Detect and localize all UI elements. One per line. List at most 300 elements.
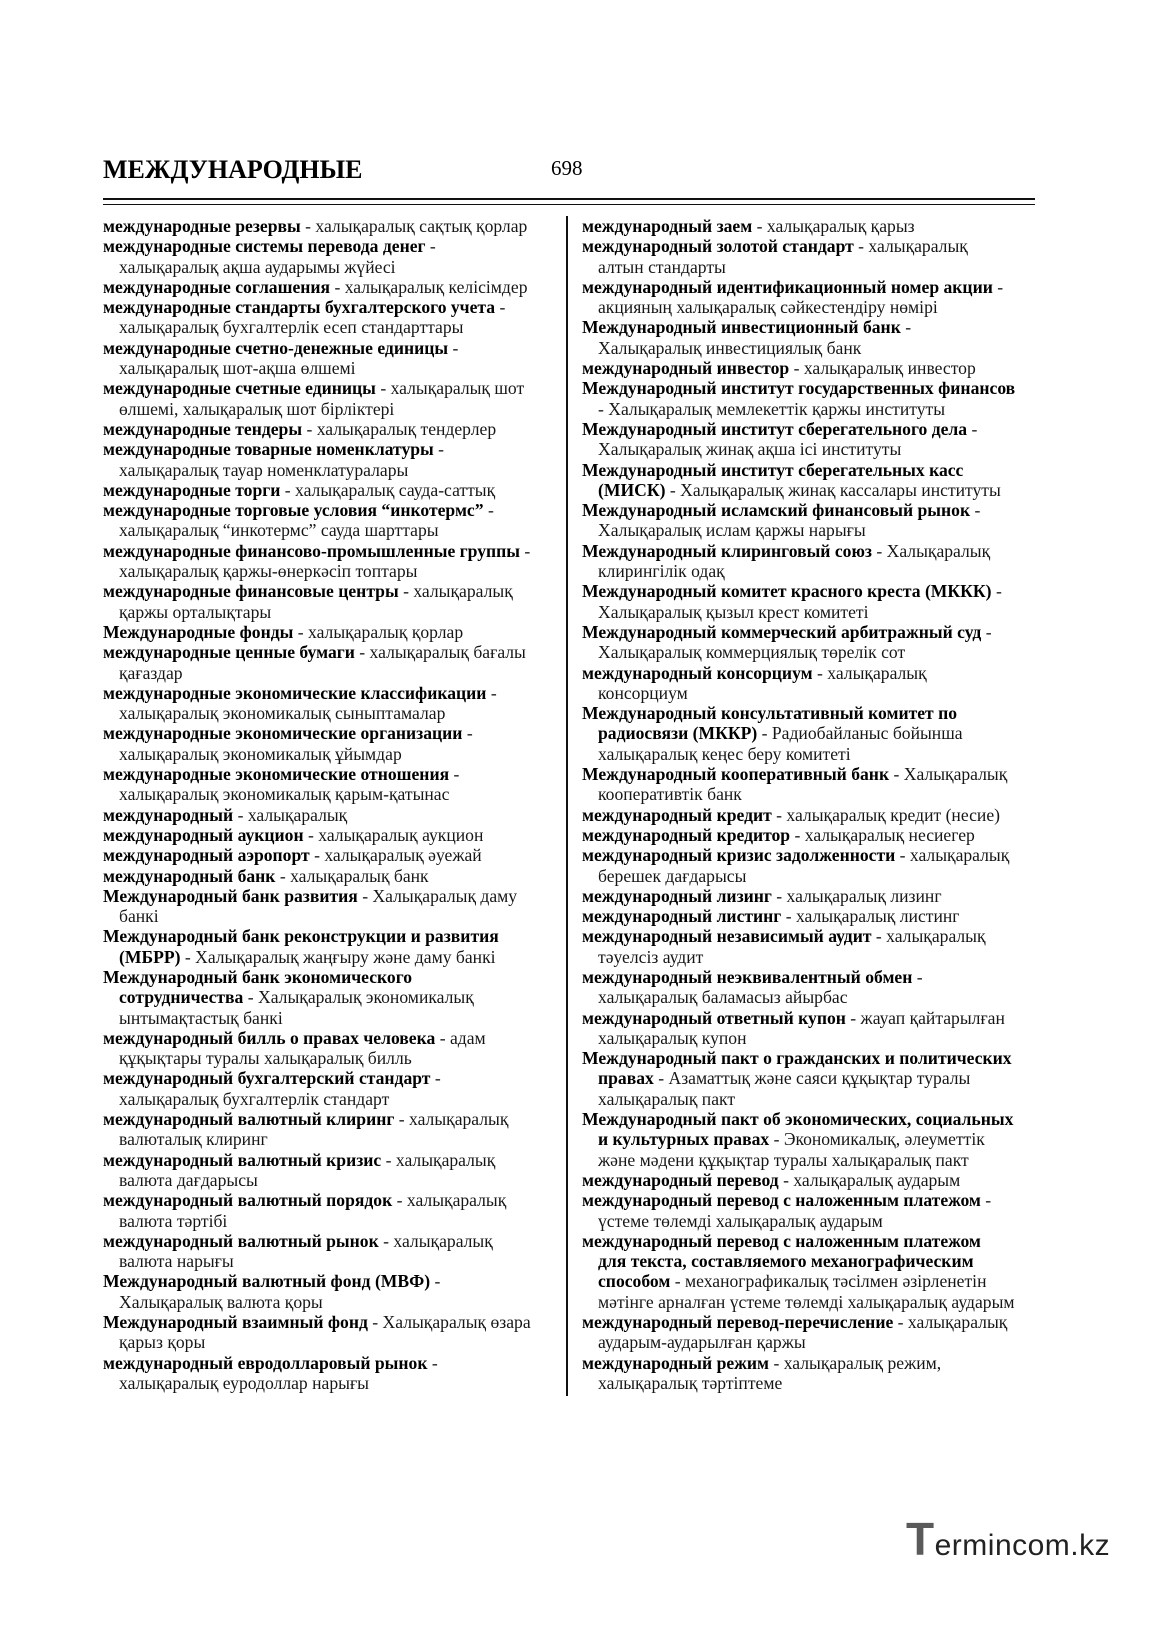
entry-translation: халықаралық баламасыз айырбас [598,987,848,1008]
entry-line [582,784,1142,804]
entry-line [103,1332,561,1352]
entry-term: международный аукцион [103,824,304,845]
entry-line [103,1170,561,1190]
dictionary-entry [103,419,561,439]
dictionary-entry [582,1109,1142,1170]
page-number: 698 [551,156,583,180]
entry-line [582,602,1142,622]
entry-translation: берешек дағдарысы [598,865,747,886]
entry-translation: халықаралық кеңес беру комитеті [598,743,851,764]
entry-translation: - Халықаралық өзара [367,1312,531,1333]
entry-translation: қағаздар [119,662,183,683]
entry-translation: - Халықаралық [871,540,991,561]
entry-translation: - халықаралық кредит (несие) [771,804,1000,825]
entry-term: Международный институт сберегательных касс [582,459,964,480]
dictionary-entry [582,805,1142,825]
entry-translation: консорциум [598,682,688,703]
entry-translation: - Халықаралық экономикалық [243,987,474,1008]
entry-line [582,439,1142,459]
entry-line [103,744,561,764]
entry-translation: - халықаралық әуежай [309,845,482,866]
entry-line [582,399,1142,419]
entry-translation: - [981,621,992,642]
entry-translation: - [912,966,923,987]
entry-term: международный валютный порядок [103,1190,393,1211]
dictionary-entry [582,1008,1142,1049]
entry-term: международный евродолларовый рынок [103,1352,428,1373]
entry-translation: халықаралық пакт [598,1088,736,1109]
entry-line [582,480,1142,500]
entry-translation: алтын стандарты [598,256,726,277]
entry-line [103,500,561,520]
entry-translation: - [967,418,978,439]
entry-line [582,1251,1142,1271]
entry-line [103,886,561,906]
dictionary-entry [103,683,561,724]
entry-term: международный валютный клиринг [103,1109,395,1130]
entry-term: международный бухгалтерский стандарт [103,1068,431,1089]
entry-line [582,825,1142,845]
entry-translation: - Экономикалық, әлеуметтік [769,1129,985,1150]
dictionary-entry [103,1231,561,1272]
entry-translation: - халықаралық лизинг [771,885,942,906]
dictionary-entry [582,317,1142,358]
dictionary-entry [103,967,561,1028]
entry-term: международный инвестор [582,358,790,379]
entry-line [582,541,1142,561]
entry-term: международный неэквивалентный обмен [582,966,913,987]
left-column [103,216,561,1393]
entry-translation: құқықтары туралы халықаралық билль [119,1048,412,1069]
entry-line [582,805,1142,825]
dictionary-entry [582,1170,1142,1190]
entry-translation: - [427,1352,438,1373]
entry-term: Международный банк реконструкции и развития [103,926,499,947]
entry-term: международные соглашения [103,276,331,297]
dictionary-entry [103,886,561,927]
entry-term: международный валютный кризис [103,1149,382,1170]
entry-translation: - [449,764,460,785]
entry-line [582,1048,1142,1068]
entry-term: международный ответный купон [582,1007,846,1028]
entry-line [103,947,561,967]
dictionary-entry [582,419,1142,460]
dictionary-entry [582,1312,1142,1353]
entry-translation: - халықаралық [812,662,927,683]
entry-term: международный аэропорт [103,845,310,866]
entry-line [103,460,561,480]
entry-term: международные экономические отношения [103,764,450,785]
entry-term: международный консорциум [582,662,813,683]
entry-translation: - халықаралық [378,1230,493,1251]
dictionary-entry [103,723,561,764]
entry-translation: - [425,236,436,257]
dictionary-entry [582,358,1142,378]
entry-translation: халықаралық экономикалық сыныптамалар [119,703,446,724]
dictionary-entry [582,1048,1142,1109]
entry-line [103,358,561,378]
entry-translation: халықаралық ақша аударымы жүйесі [119,256,396,277]
entry-line [582,1089,1142,1109]
entry-line [582,1028,1142,1048]
entry-term: международный золотой стандарт [582,236,854,257]
entry-line [103,987,561,1007]
entry-translation: - [433,439,445,460]
entry-translation: банкі [119,906,159,927]
entry-line [582,1109,1142,1129]
entry-line [103,784,561,804]
dictionary-entry [103,581,561,622]
entry-term: Международный банк экономического [103,966,413,987]
entry-line [582,1271,1142,1291]
dictionary-entry [582,663,1142,704]
dictionary-entry [582,1353,1142,1394]
entry-line [582,764,1142,784]
entry-translation: - жауап қайтарылған [845,1007,1005,1028]
entry-term: международный перевод с наложенным платежом [582,1190,981,1211]
entry-term: международные торговые условия “инкотермс” [103,500,484,521]
entry-line [582,663,1142,683]
entry-translation: - халықаралық бағалы [354,642,526,663]
entry-line [582,845,1142,865]
entry-translation: - [495,297,506,318]
entry-translation: аударым-аударылған қаржы [598,1332,806,1353]
entry-translation: ынтымақтастық банкі [119,1007,283,1028]
entry-translation: - халықаралық [233,804,348,825]
entry-term: международный банк [103,865,276,886]
entry-translation: Халықаралық жинақ ақша ісі институты [598,439,902,460]
entry-translation: клирингілік одақ [598,561,725,582]
entry-translation: - [448,337,459,358]
entry-term: международные ценные бумаги [103,642,355,663]
entry-term: международные системы перевода денег [103,236,426,257]
dictionary-entry [103,338,561,379]
entry-term: Международный взаимный фонд [103,1312,368,1333]
entry-term: Международный пакт об экономических, социальных [582,1109,1014,1130]
entry-translation: халықаралық тәртіптеме [598,1372,783,1393]
entry-term: международные торги [103,479,281,500]
entry-line [103,277,561,297]
entry-line [103,399,561,419]
entry-line [582,317,1142,337]
entry-line [103,581,561,601]
entry-line [582,1129,1142,1149]
dictionary-entry [582,277,1142,318]
entry-line [582,1292,1142,1312]
entry-line [103,642,561,662]
entry-translation: - халықаралық [871,926,986,947]
entry-translation: халықаралық тауар номенклатуралары [119,459,409,480]
entry-translation: тәуелсіз аудит [598,946,704,967]
dictionary-entry [103,378,561,419]
dictionary-entry [103,926,561,967]
entry-translation: және мәдени құқықтар туралы халықаралық пакт [598,1149,969,1170]
entry-translation: - халықаралық [853,236,968,257]
entry-line [582,683,1142,703]
entry-translation: - халықаралық аукцион [303,824,484,845]
dictionary-entry [103,764,561,805]
entry-translation: - механографикалық тәсілмен әзірленетін [670,1271,987,1292]
dictionary-entry [582,906,1142,926]
entry-term: Международный исламский финансовый рынок [582,500,971,521]
entry-line [103,1109,561,1129]
entry-line [103,703,561,723]
entry-line [103,1251,561,1271]
entry-translation: - [900,317,912,338]
entry-line [103,1089,561,1109]
entry-term: международные экономические классификации [103,682,487,703]
dictionary-entry [582,1190,1142,1231]
dictionary-entry [103,236,561,277]
entry-translation: - халықаралық [394,1109,509,1130]
dictionary-entry [103,541,561,582]
entry-translation: - халықаралық сауда-саттық [280,479,496,500]
dictionary-entry [103,480,561,500]
entry-term: международный независимый аудит [582,926,872,947]
entry-translation: халықаралық бухгалтерлік стандарт [119,1088,390,1109]
entry-translation: - [483,500,494,521]
entry-term: международный перевод [582,1169,779,1190]
entry-translation: - [991,581,1002,602]
dictionary-entry [103,642,561,683]
entry-term: Международный институт сберегательного дела [582,418,968,439]
entry-line [103,602,561,622]
dictionary-entry [103,622,561,642]
entry-translation: - халықаралық тендерлер [302,418,497,439]
entry-translation: халықаралық экономикалық қарым-қатынас [119,784,450,805]
entry-line [103,1008,561,1028]
entry-line [582,338,1142,358]
dictionary-entry [103,1150,561,1191]
dictionary-entry [582,622,1142,663]
entry-line [103,825,561,845]
entry-term: международный перевод с наложенным платежом [582,1230,981,1251]
entry-line [582,1373,1142,1393]
entry-line [103,805,561,825]
entry-term: международные экономические организации [103,723,463,744]
entry-term: международные резервы [103,216,301,236]
entry-translation: халықаралық еуродоллар нарығы [119,1372,370,1393]
entry-line [582,520,1142,540]
entry-term: радиосвязи (МККР) [598,723,758,744]
entry-line [103,317,561,337]
entry-line [582,419,1142,439]
entry-line [103,236,561,256]
entry-translation: - халықаралық [398,581,513,602]
entry-term: международные счетно-денежные единицы [103,337,449,358]
entry-line [582,703,1142,723]
entry-line [582,1312,1142,1332]
entry-line [103,1190,561,1210]
entry-line [582,378,1142,398]
entry-line [103,297,561,317]
entry-line [582,358,1142,378]
entry-translation: - [430,1271,441,1292]
entry-line [582,886,1142,906]
entry-translation: - халықаралық банк [275,865,429,886]
dictionary-entry [103,216,561,236]
entry-translation: - халықаралық несиегер [790,824,975,845]
entry-term: международный билль о правах человека [103,1027,436,1048]
entry-line [582,277,1142,297]
entry-term: для текста, составляемого механографическим [598,1251,974,1272]
entry-term: Международный валютный фонд (МВФ) [103,1271,431,1292]
entry-term: Международный комитет красного креста (МККК) [582,581,992,602]
entry-translation: - [970,500,981,521]
entry-translation: мәтінге арналған үстеме төлемді халықаралық аударым [598,1291,1015,1312]
dictionary-entry [582,378,1142,419]
entry-term: международный листинг [582,906,782,927]
entry-line [103,866,561,886]
entry-line [103,1048,561,1068]
entry-term: международный режим [582,1352,770,1373]
entry-line [582,1231,1142,1251]
entry-term: Международный банк развития [103,885,358,906]
dictionary-entry [582,845,1142,886]
entry-line [582,1068,1142,1088]
entry-translation: - адам [435,1027,486,1048]
entry-line [103,1068,561,1088]
entry-translation: валюта тәртібі [119,1210,228,1231]
dictionary-entry [582,764,1142,805]
entry-line [103,683,561,703]
entry-line [103,257,561,277]
dictionary-entry [103,1353,561,1394]
entry-translation: - халықаралық қарыз [752,216,915,236]
entry-term: Международный клиринговый союз [582,540,872,561]
entry-translation: халықаралық қаржы-өнеркәсіп топтары [119,561,418,582]
entry-translation: қаржы орталықтары [119,601,272,622]
entry-line [103,338,561,358]
dictionary-entry [103,1068,561,1109]
entry-term: международный лизинг [582,885,772,906]
entry-line [103,1211,561,1231]
entry-line [103,764,561,784]
entry-translation: халықаралық экономикалық ұйымдар [119,743,402,764]
entry-line [103,622,561,642]
entry-translation: - халықаралық қорлар [293,621,464,642]
entry-term: международный заем [582,216,753,236]
entry-line [103,419,561,439]
entry-term: международные счетные единицы [103,378,376,399]
entry-line [582,1008,1142,1028]
entry-term: правах [598,1068,654,1089]
header-double-rule [103,198,1035,205]
dictionary-entry [582,581,1142,622]
entry-line [582,1353,1142,1373]
entry-term: международные стандарты бухгалтерского учета [103,297,496,318]
dictionary-entry [582,825,1142,845]
entry-translation: халықаралық “инкотермс” сауда шарттары [119,520,439,541]
entry-translation: - Халықаралық мемлекеттік қаржы институты [598,398,946,419]
entry-term: международный [103,804,234,825]
entry-term: международный идентификационный номер акции [582,276,993,297]
dictionary-entry [582,926,1142,967]
entry-translation: - Халықаралық жаңғыру және даму банкі [180,946,496,967]
entry-line [582,500,1142,520]
entry-translation: - халықаралық [893,1312,1008,1333]
entry-translation: өлшемі, халықаралық шот бірліктері [119,398,395,419]
entry-line [582,236,1142,256]
dictionary-entry [103,1109,561,1150]
dictionary-entry [103,500,561,541]
right-column [582,216,1142,1393]
dictionary-entry [103,866,561,886]
entry-translation: - [462,723,473,744]
entry-term: Международный инвестиционный банк [582,317,901,338]
entry-translation: Халықаралық валюта қоры [119,1291,323,1312]
entry-translation: - Халықаралық жинақ кассалары институты [665,479,1001,500]
entry-line [582,987,1142,1007]
entry-term: (МИСК) [598,479,666,500]
entry-translation: - халықаралық листинг [781,906,960,927]
entry-line [582,216,1142,236]
entry-translation: - халықаралық инвестор [789,358,976,379]
entry-line [103,480,561,500]
entry-line [103,1150,561,1170]
dictionary-entry [103,439,561,480]
entry-term: и культурных правах [598,1129,770,1150]
entry-translation: - Азаматтық және саяси құқықтар туралы [653,1068,971,1089]
entry-translation: - [520,540,531,561]
entry-line [103,378,561,398]
entry-translation: - [992,276,1004,297]
dictionary-entry [103,277,561,297]
entry-term: Международные фонды [103,621,294,642]
entry-translation: қарыз қоры [119,1332,206,1353]
entry-line [103,1231,561,1251]
entry-line [103,1028,561,1048]
entry-translation: валюта нарығы [119,1251,234,1272]
entry-term: международный валютный рынок [103,1230,379,1251]
entry-line [103,1373,561,1393]
entry-line [582,1170,1142,1190]
entry-line [582,744,1142,764]
entry-line [582,947,1142,967]
entry-line [103,541,561,561]
entry-line [103,663,561,683]
entry-line [582,622,1142,642]
entry-line [103,723,561,743]
dictionary-entry [103,805,561,825]
entry-translation: - Халықаралық [889,764,1008,785]
entry-term: международные товарные номенклатуры [103,439,434,460]
entry-translation: Халықаралық коммерциялық төрелік сот [598,642,906,663]
entry-line [582,926,1142,946]
entry-term: Международный коммерческий арбитражный суд [582,621,982,642]
entry-line [582,1150,1142,1170]
dictionary-entry [582,703,1142,764]
dictionary-entry [103,1312,561,1353]
dictionary-entry [582,541,1142,582]
entry-line [582,866,1142,886]
entry-line [103,1353,561,1373]
dictionary-entry [103,1190,561,1231]
entry-line [103,520,561,540]
entry-line [103,967,561,987]
entry-translation: - халықаралық [895,845,1010,866]
entry-line [582,460,1142,480]
dictionary-entry [103,297,561,338]
entry-line [582,723,1142,743]
entry-translation: - [486,682,497,703]
entry-term: международные тендеры [103,418,303,439]
entry-translation: валюта дағдарысы [119,1169,258,1190]
entry-line [103,439,561,459]
entry-line [103,561,561,581]
entry-term: Международный пакт о гражданских и политических [582,1048,1012,1069]
entry-term: Международный консультативный комитет по [582,703,958,724]
